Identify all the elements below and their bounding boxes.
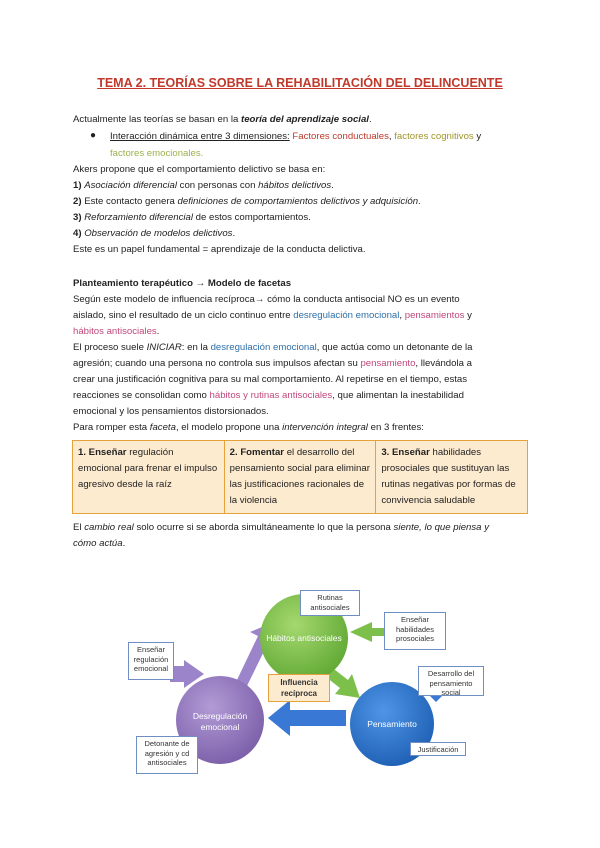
facet-cell: 3. Enseñar habilidades prosociales que sustituyan las rutinas negativas por formas de convivencia saludable [376, 441, 528, 514]
box-desarrollo-pensamiento: Desarrollo del pensamiento social [418, 666, 484, 696]
bullet-icon: ● [90, 130, 97, 141]
conclusion-line-1: El cambio real solo ocurre si se aborda simultáneamente lo que la persona siente, lo que piensa y [73, 522, 489, 533]
akers-item: 4) Observación de modelos delictivos. [73, 228, 236, 239]
paragraph-line: Según este modelo de influencia recíproca→ cómo la conducta antisocial NO es un evento [73, 294, 460, 305]
bullet-line-1: Interacción dinámica entre 3 dimensiones: Factores conductuales, factores cognitivos y [110, 131, 482, 142]
box-detonante: Detonante de agresión y cd antisociales [136, 736, 198, 774]
bullet-line-2: factores emocionales. [110, 148, 204, 159]
intro-paragraph: Actualmente las teorías se basan en la teoría del aprendizaje social. [73, 114, 372, 125]
box-ensenar-regulacion: Enseñar regulación emocional [128, 642, 174, 680]
section-heading: Planteamiento terapéutico → Modelo de facetas [73, 278, 292, 289]
node-pensamiento: Pensamiento [367, 718, 417, 729]
box-rutinas: Rutinas antisociales [300, 590, 360, 616]
page-title: TEMA 2. TEORÍAS SOBRE LA REHABILITACIÓN DEL DELINCUENTE [97, 76, 503, 90]
box-justificacion: Justificación [410, 742, 466, 756]
paragraph-line: hábitos antisociales. [73, 326, 160, 337]
paragraph-line: Para romper esta faceta, el modelo propone una intervención integral en 3 frentes: [73, 422, 424, 433]
node-habitos: Hábitos antisociales [266, 632, 342, 643]
paragraph-line: reacciones se consolidan como hábitos y rutinas antisociales, que alimentan la inestabilidad [73, 390, 464, 401]
akers-item: 2) Este contacto genera definiciones de comportamientos delictivos y adquisición. [73, 196, 421, 207]
facet-cell: 2. Fomentar el desarrollo del pensamiento social para eliminar las justificaciones racionales de la violencia [224, 441, 376, 514]
akers-item: 3) Reforzamiento diferencial de estos comportamientos. [73, 212, 311, 223]
akers-closing: Este es un papel fundamental = aprendizaje de la conducta delictiva. [73, 244, 366, 255]
arrow-box-to-green [350, 622, 384, 642]
node-desregulacion: Desregulación emocional [192, 711, 248, 732]
facet-cell: 1. Enseñar regulación emocional para frenar el impulso agresivo desde la raíz [73, 441, 225, 514]
facets-table [72, 440, 528, 514]
akers-lead: Akers propone que el comportamiento delictivo se basa en: [73, 164, 326, 175]
arrow-blue-to-purple [268, 700, 346, 736]
akers-item: 1) Asociación diferencial con personas con hábitos delictivos. [73, 180, 334, 191]
paragraph-line: aislado, sino el resultado de un ciclo continuo entre desregulación emocional, pensamientos y [73, 310, 472, 321]
facets-diagram [0, 570, 600, 848]
table-row [73, 441, 528, 514]
paragraph-line: El proceso suele INICIAR: en la desregulación emocional, que actúa como un detonante de la [73, 342, 473, 353]
paragraph-line: crear una justificación cognitiva para su mal comportamiento. Al repetirse en el tiempo, estas [73, 374, 468, 385]
center-label: Influencia recíproca [268, 674, 330, 702]
conclusion-line-2: cómo actúa. [73, 538, 126, 549]
paragraph-line: emocional y los pensamientos distorsionados. [73, 406, 269, 417]
box-ensenar-habilidades: Enseñar habilidades prosociales [384, 612, 446, 650]
paragraph-line: agresión; cuando una persona no controla sus impulsos afectan su pensamiento, llevándola a [73, 358, 472, 369]
